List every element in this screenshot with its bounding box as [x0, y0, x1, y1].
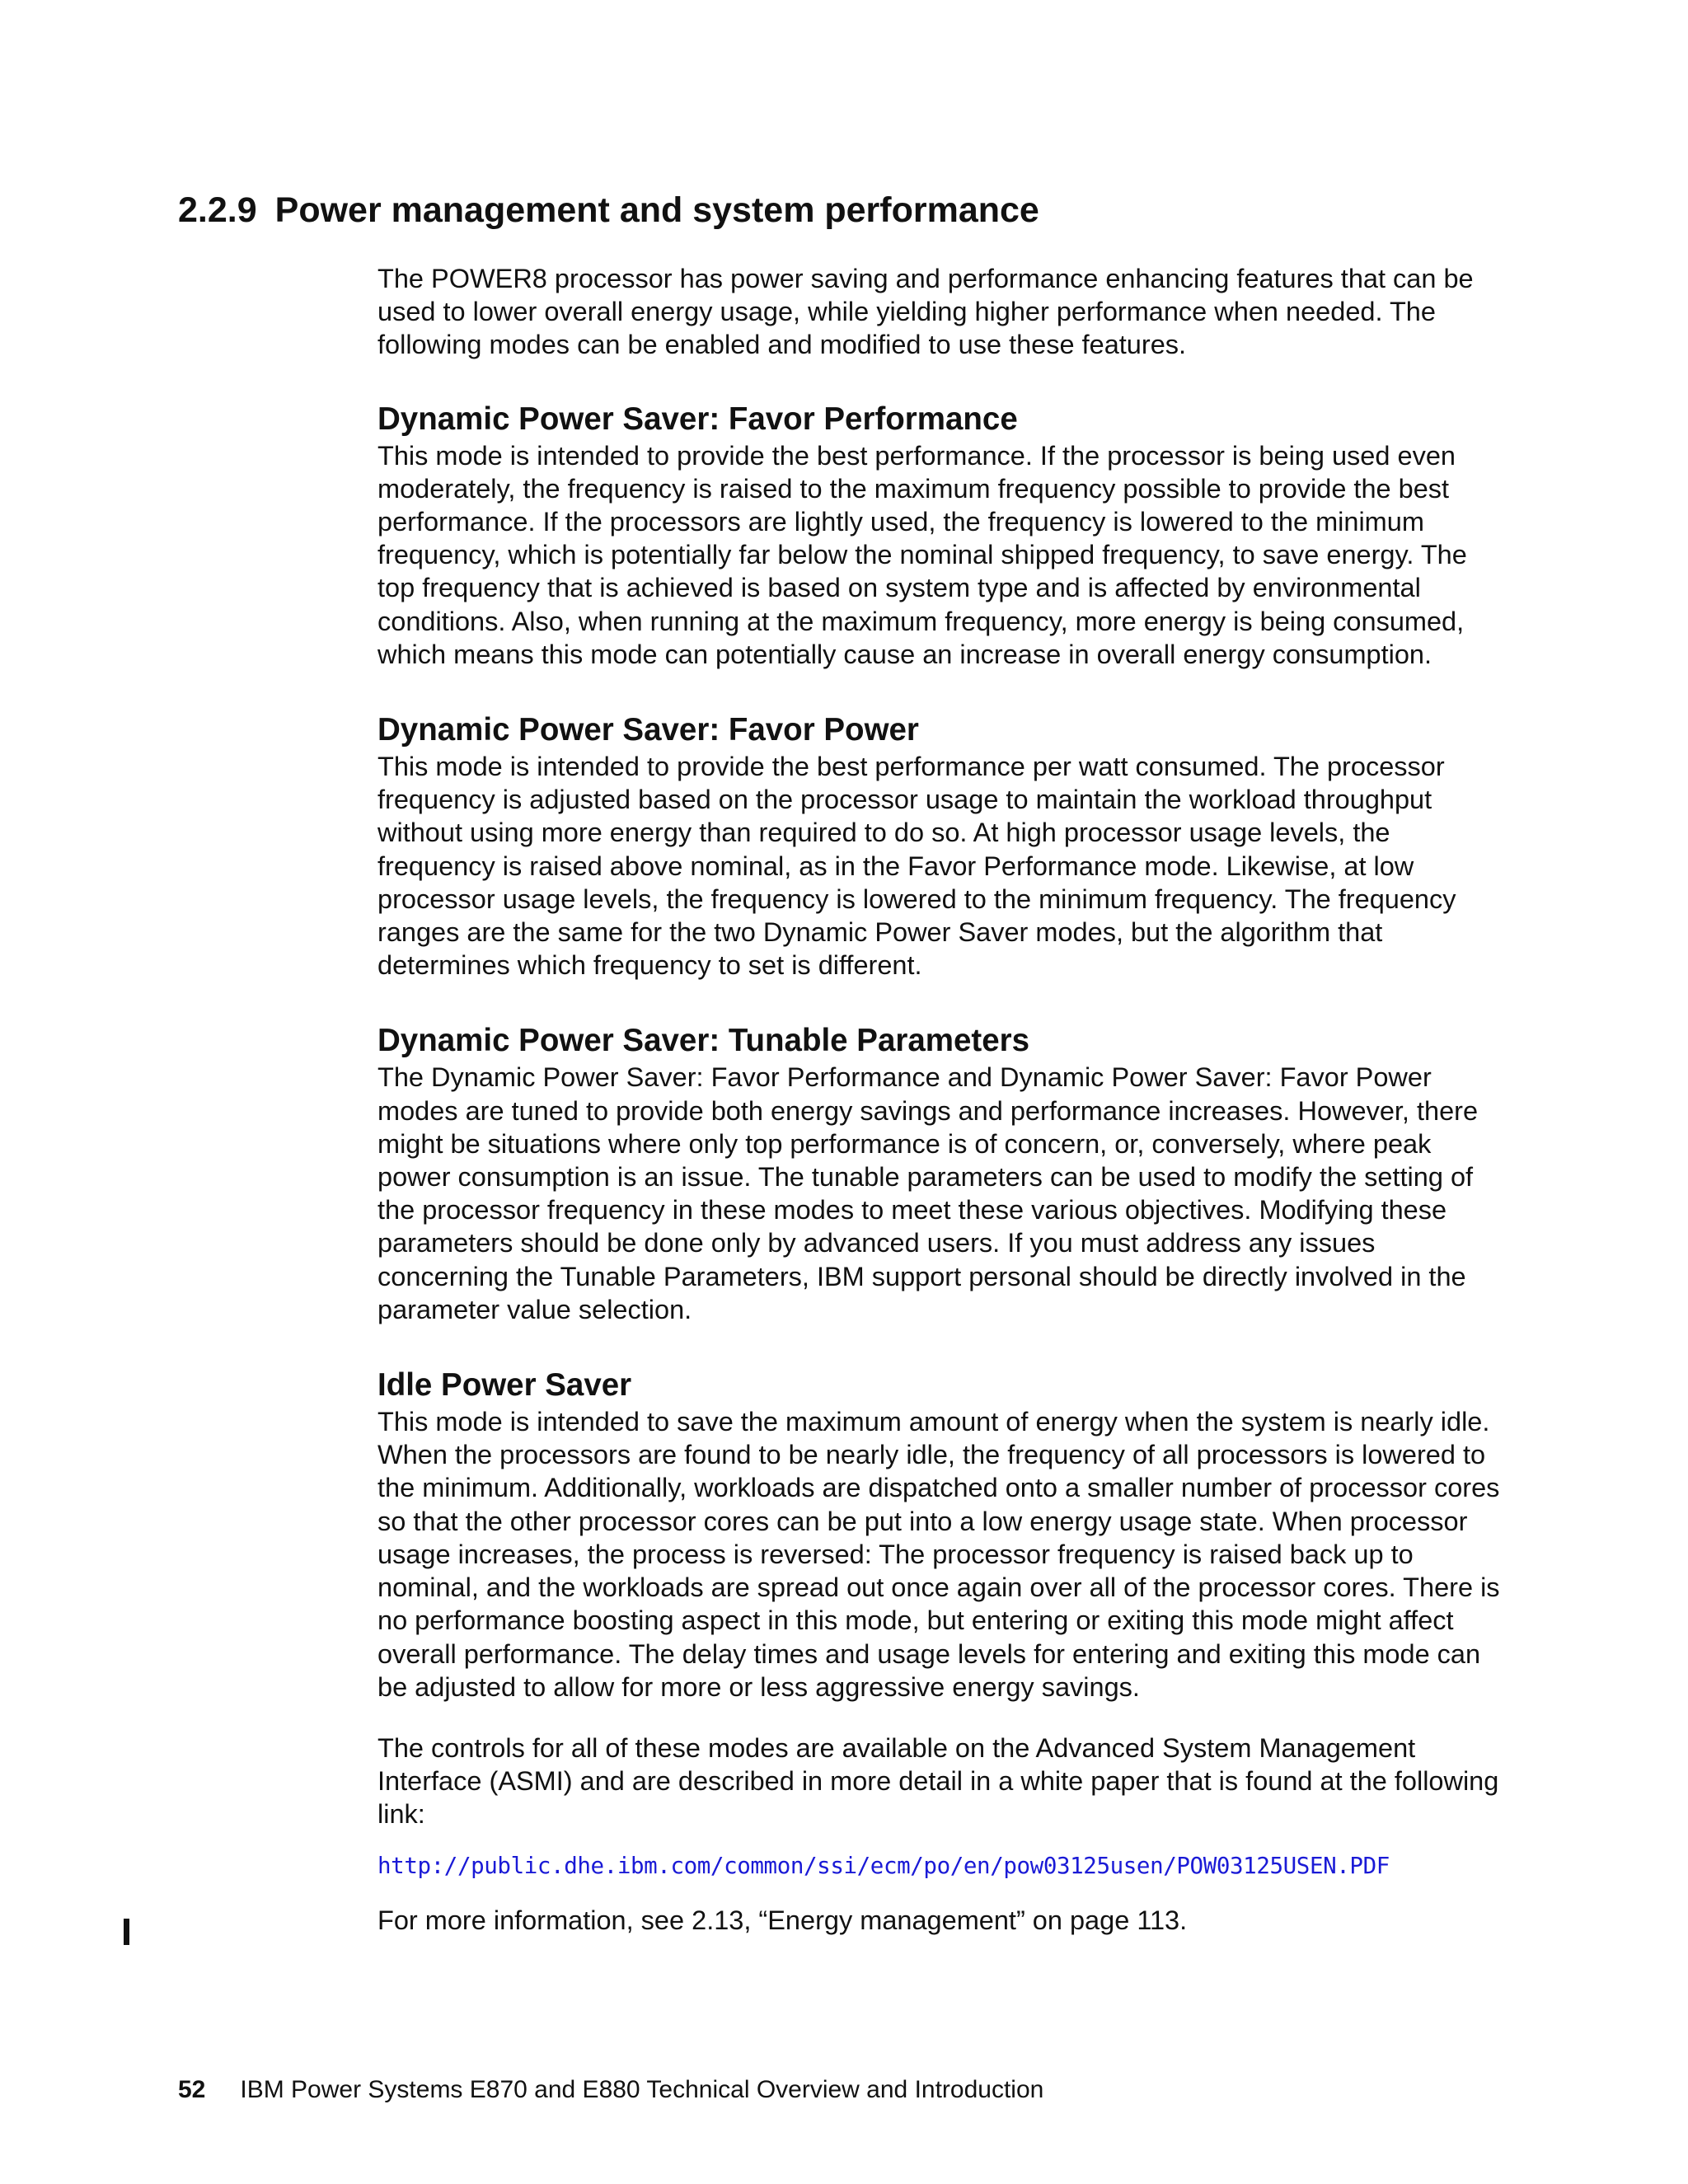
mode-tunable-parameters — [377, 1021, 1507, 1326]
page-footer — [178, 2074, 1043, 2107]
white-paper-link[interactable]: http://public.dhe.ibm.com/common/ssi/ecm/po/en/pow03125usen/POW03125USEN.PDF — [377, 1852, 1390, 1879]
more-info-paragraph: For more information, see 2.13, “Energy management” on page 113. — [377, 1905, 1188, 1935]
mode-idle-power-saver — [377, 1366, 1507, 1704]
book-title: IBM Power Systems E870 and E880 Technical Overview and Introduction — [240, 2076, 1044, 2103]
mode-heading: Dynamic Power Saver: Favor Performance — [377, 401, 1018, 437]
mode-favor-performance — [377, 400, 1507, 671]
controls-paragraph: The controls for all of these modes are available on the Advanced System Management Interface (ASMI) and are described in more detail in a white paper that is found at the following link: — [377, 1732, 1499, 1830]
mode-favor-power — [377, 710, 1507, 982]
mode-heading: Dynamic Power Saver: Tunable Parameters — [377, 1023, 1030, 1059]
intro-paragraph: The POWER8 processor has power saving and performance enhancing features that can be used to lower overall energy usage, while yielding higher performance when needed. The following modes can be enabled and modified to use these features. — [377, 264, 1474, 360]
section-title: Power management and system performance — [274, 190, 1039, 230]
section-number: 2.2.9 — [178, 190, 257, 230]
section-body — [377, 262, 1507, 1937]
page-number: 52 — [178, 2076, 206, 2103]
revision-change-bar — [124, 1919, 129, 1945]
mode-body: This mode is intended to save the maximum amount of energy when the system is nearly idle. When the processors are found to be nearly idle, the frequency of all processors is lowered to the minimum. Additionally, workloads are dispatched onto a smaller number of processor cores so that the other processor cores can be put into a low energy usage state. When processor usage increases, the process is reversed: The processor frequency is raised back up to nominal, and the workloads are spread out once again over all of the processor cores. There is no performance boosting aspect in this mode, but entering or exiting this mode might affect overall performance. The delay times and usage levels for entering and exiting this mode can be adjusted to allow for more or less aggressive energy savings. — [377, 1407, 1500, 1702]
section-heading — [178, 186, 1039, 234]
mode-heading: Idle Power Saver — [377, 1367, 632, 1404]
mode-heading: Dynamic Power Saver: Favor Power — [377, 712, 919, 748]
mode-body: This mode is intended to provide the best performance. If the processor is being used even moderately, the frequency is raised to the maximum frequency possible to provide the best performance. If the processors are lightly used, the frequency is lowered to the minimum frequency, which is potentially far below the nominal shipped frequency, to save energy. The top frequency that is achieved is based on system type and is affected by environmental conditions. Also, when running at the maximum frequency, more energy is being consumed, which means this mode can potentially cause an increase in overall energy consumption. — [377, 440, 1467, 669]
mode-body: The Dynamic Power Saver: Favor Performance and Dynamic Power Saver: Favor Power modes are tuned to provide both energy savings and performance increases. However, there might be situations where only top performance is of concern, or, conversely, where peak power consumption is an issue. The tunable parameters can be used to modify the setting of the processor frequency in these modes to meet these various objectives. Modifying these parameters should be done only by advanced users. If you must address any issues concerning the Tunable Parameters, IBM support personal should be directly involved in the parameter value selection. — [377, 1062, 1479, 1324]
mode-body: This mode is intended to provide the best performance per watt consumed. The processor frequency is adjusted based on the processor usage to maintain the workload throughput without using more energy than required to do so. At high processor usage levels, the frequency is raised above nominal, as in the Favor Performance mode. Likewise, at low processor usage levels, the frequency is lowered to the minimum frequency. The frequency ranges are the same for the two Dynamic Power Saver modes, but the algorithm that determines which frequency to set is different. — [377, 752, 1456, 981]
